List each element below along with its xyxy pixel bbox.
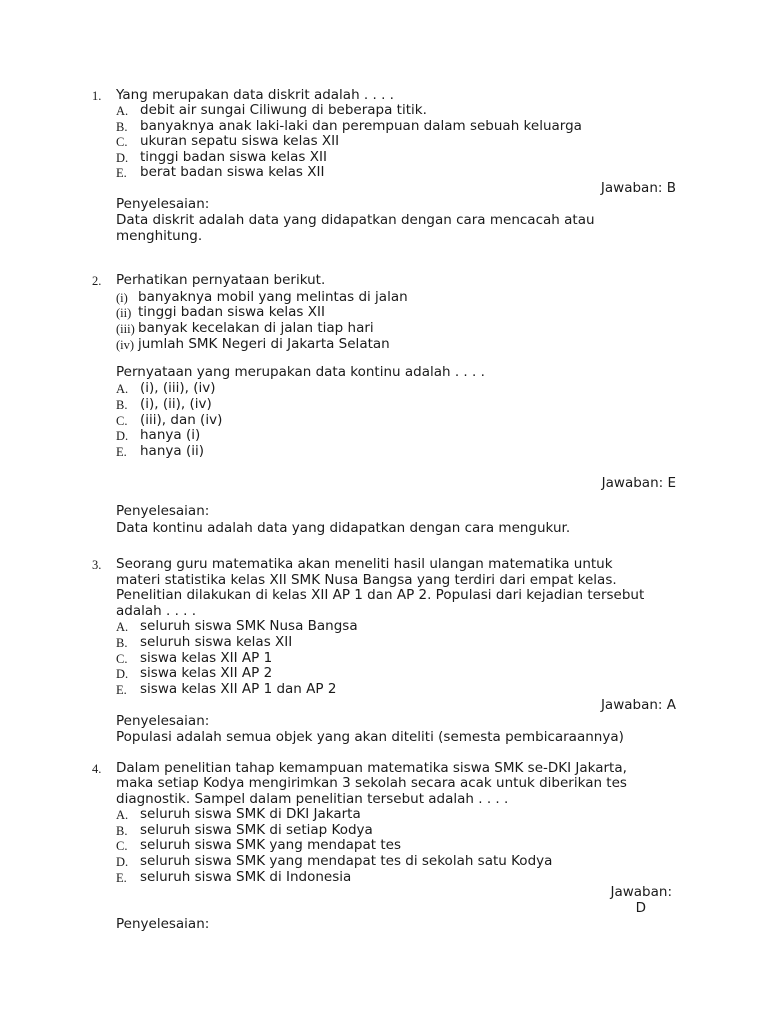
option-letter: A.	[116, 104, 129, 118]
statement-text: banyak kecelakan di jalan tiap hari	[138, 320, 374, 336]
option-letter: C.	[116, 652, 128, 666]
solution-text: menghitung.	[116, 228, 203, 244]
statement-text: tinggi badan siswa kelas XII	[138, 304, 325, 320]
question-stem: adalah . . . .	[116, 603, 197, 619]
solution-text: Data kontinu adalah data yang didapatkan dengan cara mengukur.	[116, 520, 571, 536]
option-letter: B.	[116, 824, 128, 838]
option-letter: B.	[116, 120, 128, 134]
option-letter: A.	[116, 620, 129, 634]
option-text: siswa kelas XII AP 2	[140, 665, 273, 681]
option-letter: D.	[116, 429, 129, 443]
option-text: seluruh siswa SMK di Indonesia	[140, 869, 352, 885]
question-number: 1.	[92, 89, 102, 103]
option-letter: C.	[116, 135, 128, 149]
solution-text: Data diskrit adalah data yang didapatkan dengan cara mencacah atau	[116, 212, 595, 228]
option-letter: D.	[116, 151, 129, 165]
question-stem: materi statistika kelas XII SMK Nusa Bangsa yang terdiri dari empat kelas.	[116, 572, 617, 588]
option-letter: A.	[116, 808, 129, 822]
option-letter: A.	[116, 382, 129, 396]
statement-numeral: (iii)	[116, 322, 135, 336]
answer-key-value: D	[635, 900, 646, 916]
option-letter: E.	[116, 683, 127, 697]
option-letter: C.	[116, 839, 128, 853]
solution-label: Penyelesaian:	[116, 713, 210, 729]
option-letter: B.	[116, 398, 128, 412]
option-letter: D.	[116, 667, 129, 681]
option-text: seluruh siswa SMK di setiap Kodya	[140, 822, 373, 838]
option-letter: E.	[116, 166, 127, 180]
question-stem: Seorang guru matematika akan meneliti hasil ulangan matematika untuk	[116, 556, 613, 572]
question-stem: Yang merupakan data diskrit adalah . . . .	[116, 87, 394, 103]
answer-key-label: Jawaban:	[610, 884, 672, 900]
question-stem: maka setiap Kodya mengirimkan 3 sekolah secara acak untuk diberikan tes	[116, 775, 627, 791]
question-stem: Dalam penelitian tahap kemampuan matematika siswa SMK se-DKI Jakarta,	[116, 760, 627, 776]
question-stem: Perhatikan pernyataan berikut.	[116, 272, 326, 288]
answer-key: Jawaban: E	[601, 475, 676, 491]
option-letter: D.	[116, 855, 129, 869]
statement-text: banyaknya mobil yang melintas di jalan	[138, 289, 408, 305]
option-text: seluruh siswa SMK yang mendapat tes	[140, 837, 401, 853]
option-text: (i), (iii), (iv)	[140, 380, 216, 396]
option-text: seluruh siswa SMK di DKI Jakarta	[140, 806, 361, 822]
statement-numeral: (ii)	[116, 306, 132, 320]
option-text: hanya (ii)	[140, 443, 204, 459]
solution-label: Penyelesaian:	[116, 196, 210, 212]
question-stem: Penelitian dilakukan di kelas XII AP 1 dan AP 2. Populasi dari kejadian tersebut	[116, 587, 645, 603]
statement-numeral: (i)	[116, 291, 128, 305]
answer-key: Jawaban: A	[600, 697, 676, 713]
option-text: seluruh siswa kelas XII	[140, 634, 293, 650]
option-text: debit air sungai Ciliwung di beberapa titik.	[140, 102, 427, 118]
option-text: banyaknya anak laki-laki dan perempuan dalam sebuah keluarga	[140, 118, 582, 134]
question-number: 2.	[92, 274, 102, 288]
option-text: seluruh siswa SMK Nusa Bangsa	[140, 618, 358, 634]
option-text: tinggi badan siswa kelas XII	[140, 149, 327, 165]
option-text: berat badan siswa kelas XII	[140, 164, 325, 180]
statement-numeral: (iv)	[116, 338, 135, 352]
solution-text: Populasi adalah semua objek yang akan diteliti (semesta pembicaraannya)	[116, 729, 624, 745]
solution-label: Penyelesaian:	[116, 503, 210, 519]
question-prompt: Pernyataan yang merupakan data kontinu adalah . . . .	[116, 364, 485, 380]
option-letter: B.	[116, 636, 128, 650]
option-text: ukuran sepatu siswa kelas XII	[140, 133, 340, 149]
option-text: siswa kelas XII AP 1	[140, 650, 273, 666]
question-number: 3.	[92, 558, 102, 572]
option-text: seluruh siswa SMK yang mendapat tes di sekolah satu Kodya	[140, 853, 553, 869]
option-text: hanya (i)	[140, 427, 201, 443]
option-text: siswa kelas XII AP 1 dan AP 2	[140, 681, 337, 697]
question-stem: diagnostik. Sampel dalam penelitian tersebut adalah . . . .	[116, 791, 509, 807]
option-text: (i), (ii), (iv)	[140, 396, 212, 412]
answer-key: Jawaban: B	[600, 180, 676, 196]
option-letter: C.	[116, 414, 128, 428]
question-number: 4.	[92, 762, 102, 776]
option-letter: E.	[116, 871, 127, 885]
statement-text: jumlah SMK Negeri di Jakarta Selatan	[138, 336, 390, 352]
solution-label: Penyelesaian:	[116, 916, 210, 932]
option-letter: E.	[116, 445, 127, 459]
option-text: (iii), dan (iv)	[140, 412, 223, 428]
